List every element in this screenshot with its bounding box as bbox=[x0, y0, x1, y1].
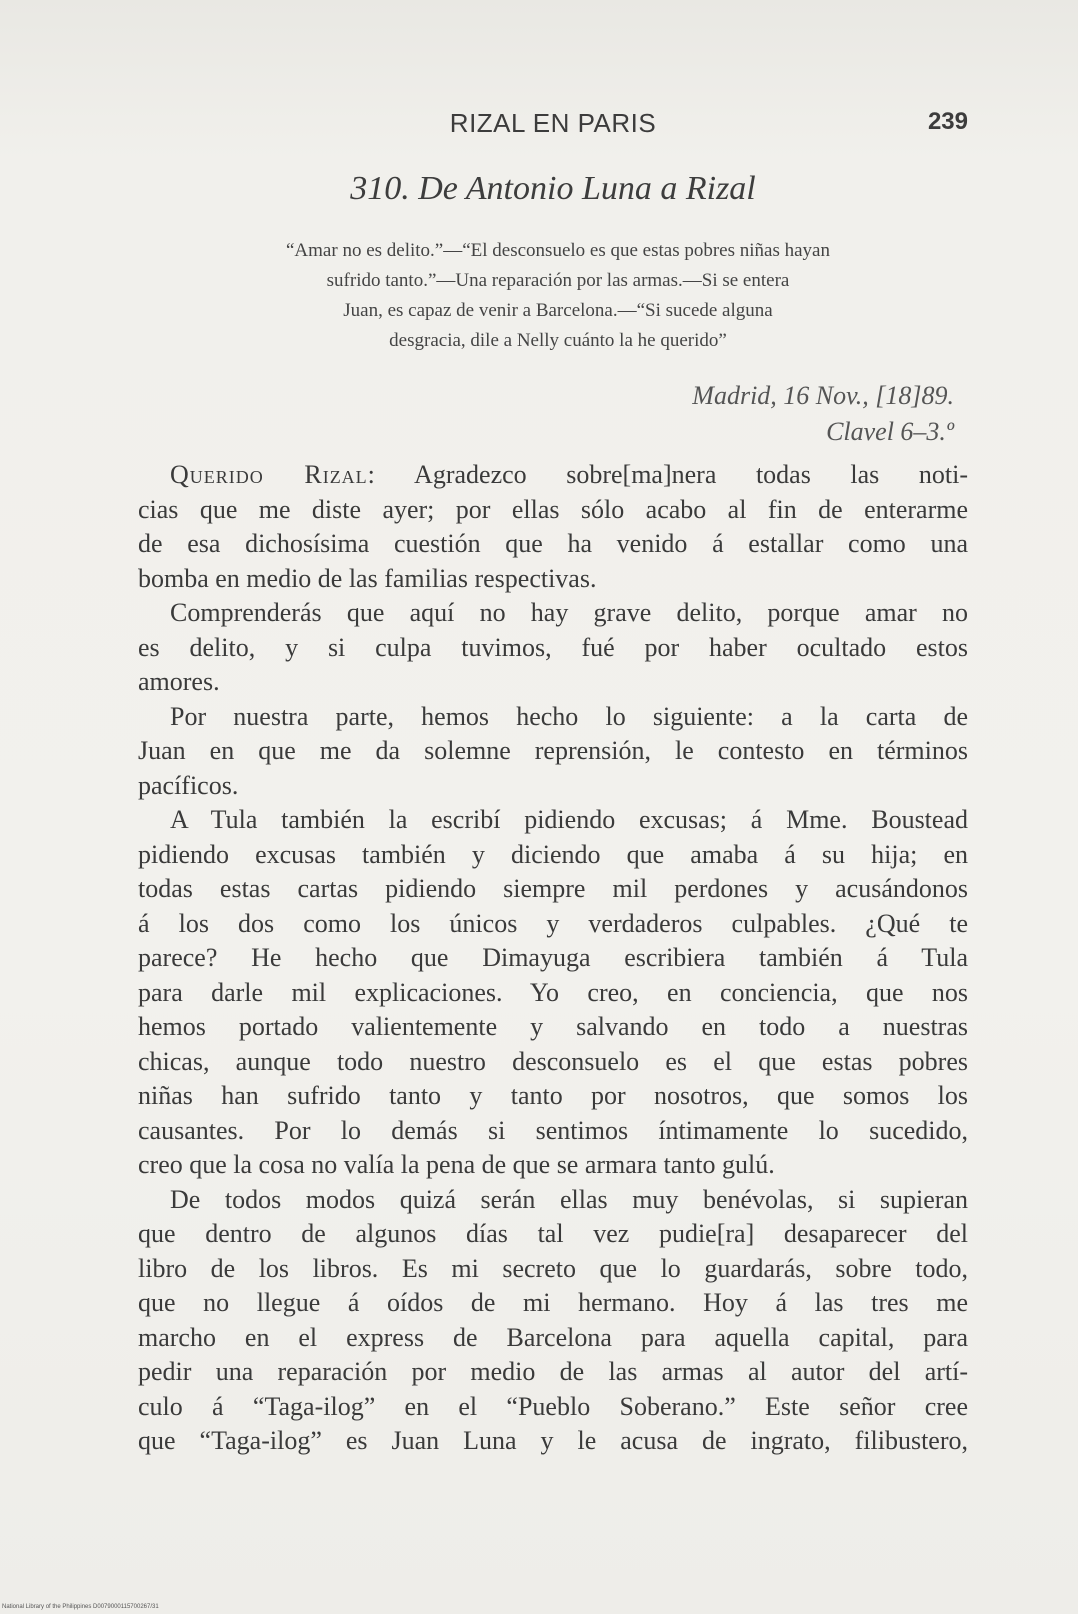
body-line: Comprenderás que aquí no hay grave delito, porque amar no bbox=[170, 598, 968, 627]
body-line: á los dos como los únicos y verdaderos culpables. ¿Qué te bbox=[138, 908, 968, 938]
body-line: pedir una reparación por medio de las armas al autor del artí- bbox=[138, 1357, 968, 1386]
body-line: niñas han sufrido tanto y tanto por nosotros, que somos los bbox=[138, 1081, 968, 1110]
body-line: que no llegue á oídos de mi hermano. Hoy á las tres me bbox=[138, 1288, 968, 1317]
summary-line: sufrido tanto.”—Una reparación por las armas.—Si se entera bbox=[326, 270, 790, 291]
body-line: chicas, aunque todo nuestro desconsuelo es el que estas pobres bbox=[138, 1046, 968, 1076]
body-line: creo que la cosa no valía la pena de que se armara tanto gulú. bbox=[138, 1150, 775, 1179]
salutation: Querido Rizal: bbox=[170, 460, 376, 489]
dateline: Madrid, 16 Nov., [18]89. bbox=[692, 381, 954, 410]
summary-line: “Amar no es delito.”—“El desconsuelo es que estas pobres niñas hayan bbox=[286, 240, 830, 261]
summary-line: desgracia, dile a Nelly cuánto la he querido” bbox=[389, 330, 727, 351]
body-line: A Tula también la escribí pidiendo excusas; á Mme. Boustead bbox=[170, 805, 968, 834]
body-line: marcho en el express de Barcelona para aquella capital, para bbox=[138, 1322, 968, 1352]
body-line: parece? He hecho que Dimayuga escribiera también á Tula bbox=[138, 943, 968, 972]
body-line: pacíficos. bbox=[138, 770, 239, 800]
address: Clavel 6–3.º bbox=[826, 417, 954, 446]
body-line: para darle mil explicaciones. Yo creo, en conciencia, que nos bbox=[138, 977, 968, 1007]
body-line: es delito, y si culpa tuvimos, fué por haber ocultado estos bbox=[138, 632, 968, 662]
source-note: National Library of the Philippines D0079000115700267/31 bbox=[2, 1604, 159, 1610]
body-line: de esa dichosísima cuestión que ha venido á estallar como una bbox=[138, 529, 968, 558]
body-line: todas estas cartas pidiendo siempre mil perdones y acusándonos bbox=[138, 874, 968, 903]
body-line: culo á “Taga-ilog” en el “Pueblo Soberano.” Este señor cree bbox=[138, 1391, 968, 1421]
page-header bbox=[138, 108, 968, 148]
body-line: causantes. Por lo demás si sentimos íntimamente lo sucedido, bbox=[138, 1115, 968, 1145]
letter-body bbox=[138, 458, 968, 1459]
body-line: bomba en medio de las familias respectivas. bbox=[138, 563, 597, 593]
summary-line: Juan, es capaz de venir a Barcelona.—“Si sucede alguna bbox=[343, 300, 773, 321]
body-line bbox=[138, 458, 968, 493]
letter-title: 310. De Antonio Luna a Rizal bbox=[350, 170, 756, 207]
body-line: De todos modos quizá serán ellas muy benévolas, si supieran bbox=[170, 1184, 968, 1214]
body-line: pidiendo excusas también y diciendo que amaba á su hija; en bbox=[138, 839, 968, 869]
body-line: cias que me diste ayer; por ellas sólo acabo al fin de enterarme bbox=[138, 494, 968, 524]
dateline-block bbox=[534, 378, 954, 450]
body-line: que dentro de algunos días tal vez pudie[ra] desaparecer del bbox=[138, 1219, 968, 1248]
body-line: amores. bbox=[138, 667, 220, 696]
letter-summary bbox=[150, 236, 966, 356]
body-line: Por nuestra parte, hemos hecho lo siguiente: a la carta de bbox=[170, 701, 968, 731]
body-line: hemos portado valientemente y salvando en todo a nuestras bbox=[138, 1012, 968, 1041]
body-line: Juan en que me da solemne reprensión, le contesto en términos bbox=[138, 736, 968, 765]
body-line: libro de los libros. Es mi secreto que lo guardarás, sobre todo, bbox=[138, 1253, 968, 1283]
running-head: RIZAL EN PARIS bbox=[449, 108, 657, 138]
body-line-text: Agradezco sobre[ma]nera todas las noti- bbox=[375, 460, 968, 489]
body-line: que “Taga-ilog” es Juan Luna y le acusa de ingrato, filibustero, bbox=[138, 1426, 968, 1455]
page-number: 239 bbox=[927, 108, 968, 135]
